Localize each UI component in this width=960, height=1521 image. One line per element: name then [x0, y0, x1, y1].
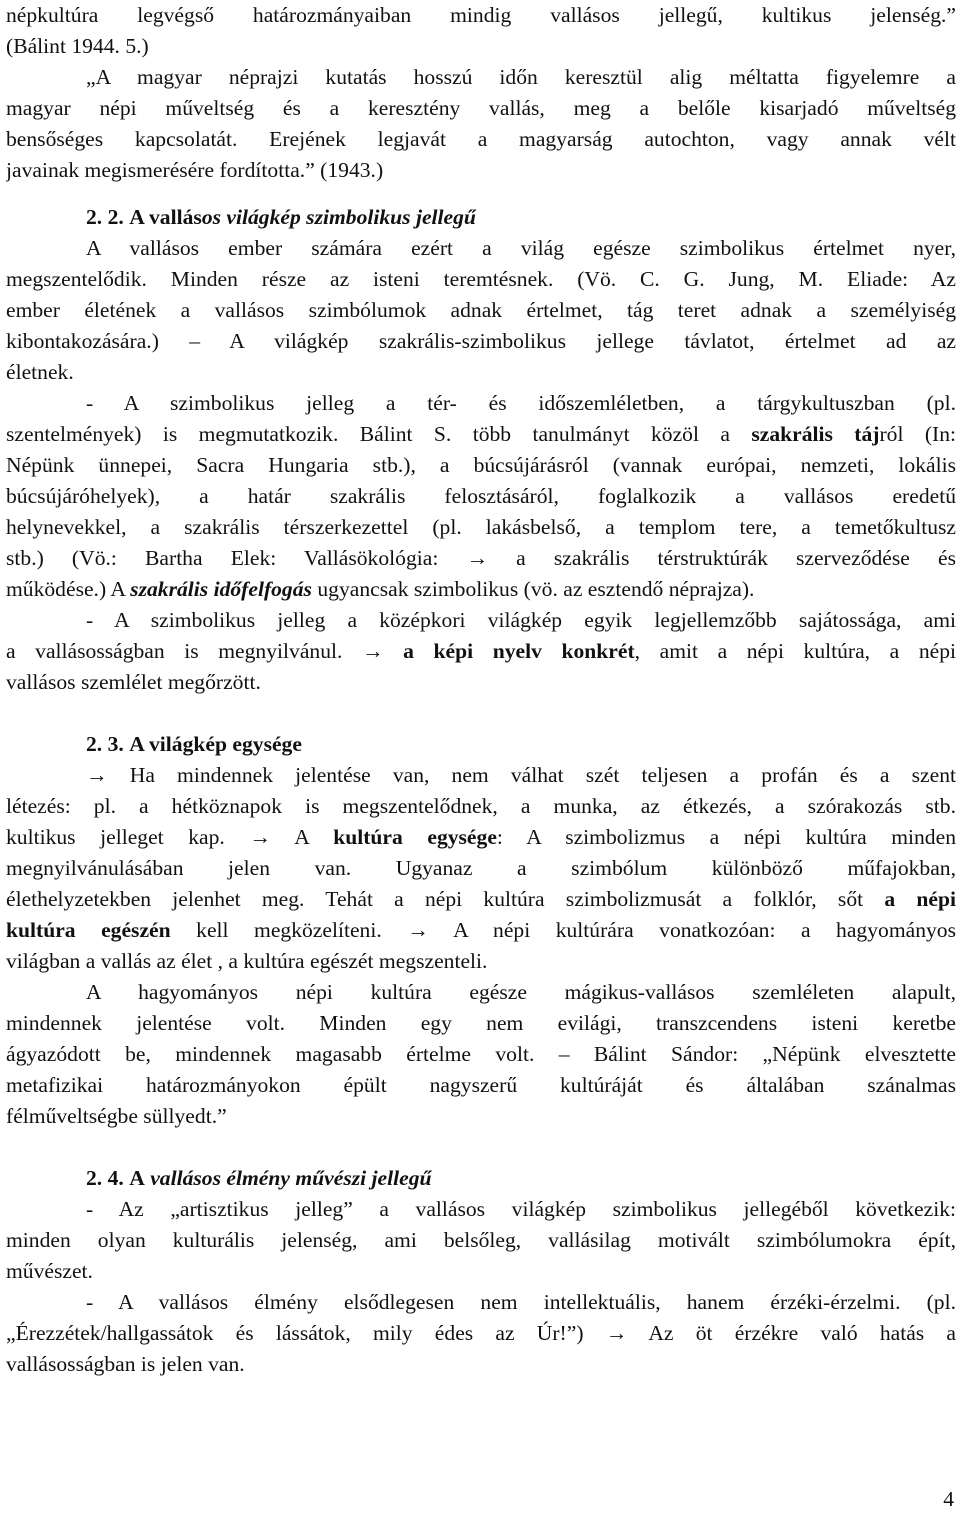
section-title: A világkép egysége [129, 732, 302, 756]
text-line: kultúra egészén kell megközelíteni. → A népi kultúrára vonatkozóan: a hagyományos [6, 918, 956, 942]
text-line: A vallásos ember számára ezért a világ egésze szimbolikus értelmet nyer, [86, 236, 956, 260]
emphasis: kultúra egészén [6, 918, 171, 942]
text-line: vallásosságban is jelen van. [6, 1352, 245, 1376]
text-line: - Az „artisztikus jelleg” a vallásos világkép szimbolikus jellegéből következik: [86, 1197, 956, 1221]
emphasis: a képi nyelv konkrét [403, 639, 635, 663]
text-line: javainak megismerésére fordította.” (1943.) [6, 158, 384, 182]
section-title: A [129, 1166, 145, 1190]
text-line: mindennek jelentése volt. Minden egy nem evilági, transzcendens isteni keretbe [6, 1011, 956, 1035]
text-line: stb.) (Vö.: Bartha Elek: Vallásökológia: → a szakrális térstruktúrák szerveződése és [6, 546, 956, 570]
text-line: félműveltségbe süllyedt.” [6, 1104, 227, 1128]
emphasis: kultúra egysége [333, 825, 497, 849]
document-page [6, 0, 956, 1380]
text-line: helynevekkel, a szakrális térszerkezettel (pl. lakásbelső, a templom tere, a temetőkultusz [6, 515, 956, 539]
spacer [6, 698, 956, 729]
text-line: művészet. [6, 1259, 93, 1283]
emphasis: a népi [884, 887, 956, 911]
text-line: bensőséges kapcsolatát. Erejének legjavát a magyarság autochton, vagy annak vélt [6, 127, 956, 151]
emphasis: szakrális táj [751, 422, 880, 446]
text-line: - A szimbolikus jelleg a középkori világkép egyik legjellemzőbb sajátossága, ami [86, 608, 956, 632]
text-line: magyar népi műveltség és a keresztény vallás, meg a belőle kisarjadó műveltség [6, 96, 956, 120]
text-line: létezés: pl. a hétköznapok is megszentelődnek, a munka, az étkezés, a szórakozás stb. [6, 794, 956, 818]
section-title: os világkép szimbolikus jellegű [201, 205, 476, 229]
text-line: → Ha mindennek jelentése van, nem válhat szét teljesen a profán és a szent [86, 763, 956, 787]
text-line: működése.) A szakrális időfelfogás ugyancsak szimbolikus (vö. az esztendő néprajza). [6, 577, 755, 601]
text-line: - A szimbolikus jelleg a tér- és időszemléletben, a tárgykultuszban (pl. [86, 391, 956, 415]
text-line: minden olyan kulturális jelenség, ami belsőleg, vallásilag motivált szimbólumokra épít, [6, 1228, 956, 1252]
text-line: élethelyzetekben jelenhet meg. Tehát a népi kultúra szimbolizmusát a folklór, sőt a népi [6, 887, 956, 911]
text-line: megnyilvánulásában jelen van. Ugyanaz a szimbólum különböző műfajokban, [6, 856, 956, 880]
page-number: 4 [943, 1487, 954, 1511]
text-line: kibontakozására.) – A világkép szakrális-szimbolikus jellege távlatot, értelmet ad az [6, 329, 956, 353]
spacer [6, 1132, 956, 1163]
text-line: ember életének a vallásos szimbólumok adnak értelmet, tág teret adnak a személyiség [6, 298, 956, 322]
text-line: életnek. [6, 360, 74, 384]
text-line: búcsújáróhelyek), a határ szakrális felosztásáról, foglalkozik a vallásos eredetű [6, 484, 956, 508]
section-title: vallásos élmény művészi jellegű [150, 1166, 432, 1190]
section-title: A vallás [129, 205, 202, 229]
text-line: világban a vallás az élet , a kultúra egészét megszenteli. [6, 949, 488, 973]
section-heading-2-4 [6, 1163, 956, 1194]
text-line: vallásos szemlélet megőrzött. [6, 670, 261, 694]
text-line: kultikus jelleget kap. → A kultúra egysége: A szimbolizmus a népi kultúra minden [6, 825, 956, 849]
section-number: 2. 2. [86, 205, 124, 229]
text-line: megszentelődik. Minden része az isteni teremtésnek. (Vö. C. G. Jung, M. Eliade: Az [6, 267, 956, 291]
text-line: népkultúra legvégső határozmányaiban mindig vallásos jellegű, kultikus jelenség.” [6, 3, 956, 27]
text-line: szentelmények) is megmutatkozik. Bálint S. több tanulmányt közöl a szakrális tájról (In: [6, 422, 956, 446]
emphasis: szakrális időfelfogás [130, 577, 312, 601]
text-line: Népünk ünnepei, Sacra Hungaria stb.), a búcsújárásról (vannak európai, nemzeti, lokális [6, 453, 956, 477]
text-line: (Bálint 1944. 5.) [6, 34, 149, 58]
text-line: a vallásosságban is megnyilvánul. → a képi nyelv konkrét, amit a népi kultúra, a népi [6, 639, 956, 663]
section-heading-2-3 [6, 729, 956, 760]
text-line: „A magyar néprajzi kutatás hosszú időn keresztül alig méltatta figyelemre a [86, 65, 956, 89]
text-line: „Érezzétek/hallgassátok és lássátok, mily édes az Úr!”) → Az öt érzékre való hatás a [6, 1321, 956, 1345]
section-number: 2. 3. [86, 732, 124, 756]
spacer [6, 186, 956, 202]
text-line: A hagyományos népi kultúra egésze mágikus-vallásos szemléleten alapult, [86, 980, 956, 1004]
text-line: metafizikai határozmányokon épült nagyszerű kultúráját és általában szánalmas [6, 1073, 956, 1097]
section-heading-2-2 [6, 202, 956, 233]
text-line: - A vallásos élmény elsődlegesen nem intellektuális, hanem érzéki-érzelmi. (pl. [86, 1290, 956, 1314]
section-number: 2. 4. [86, 1166, 124, 1190]
text-line: ágyazódott be, mindennek magasabb értelme volt. – Bálint Sándor: „Népünk elvesztette [6, 1042, 956, 1066]
